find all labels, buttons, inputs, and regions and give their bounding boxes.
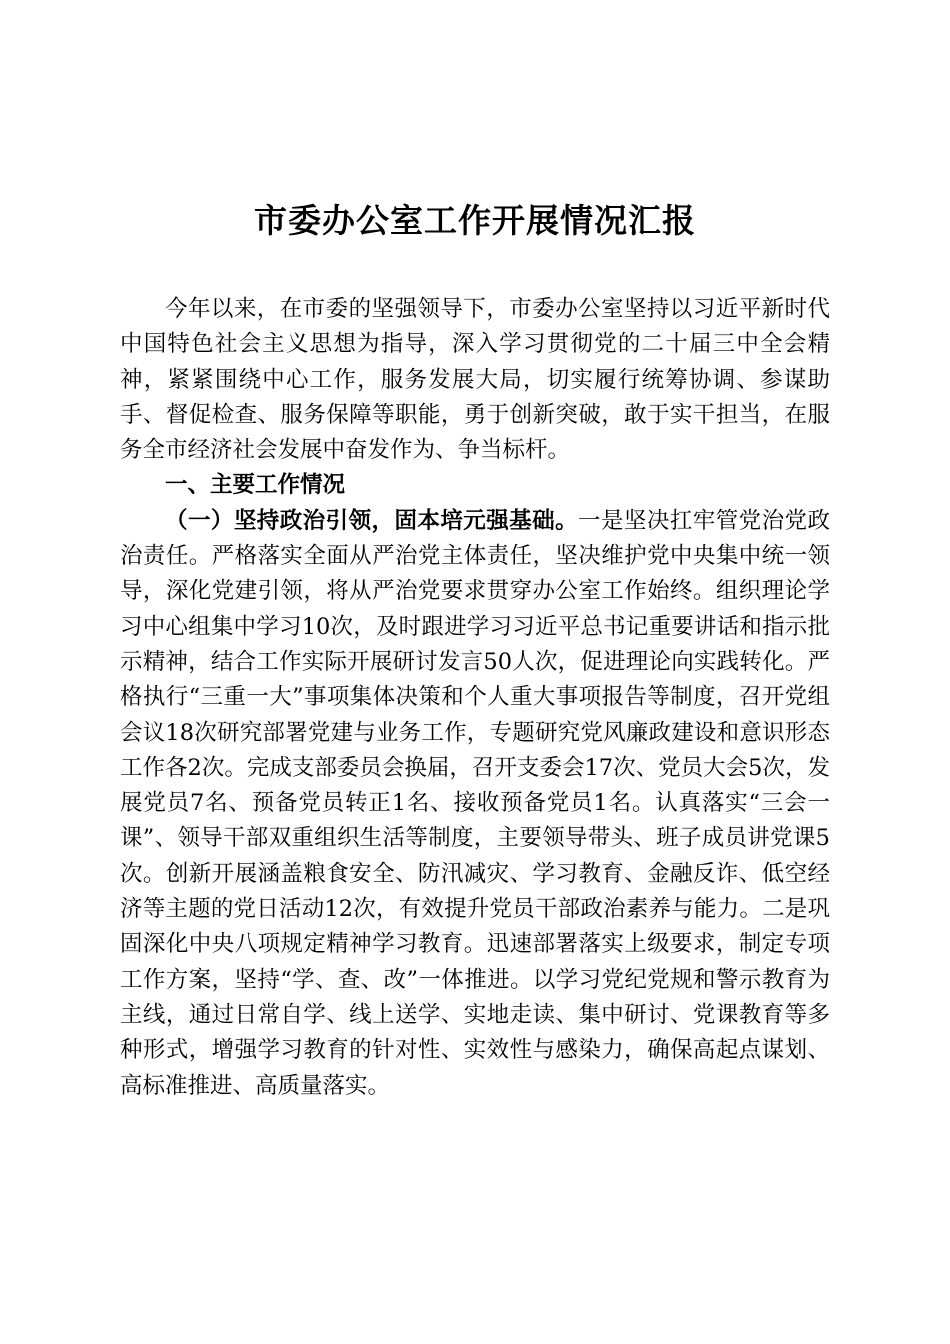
document-title: 市委办公室工作开展情况汇报 — [254, 201, 696, 240]
document-body — [120, 292, 830, 1104]
subsection-paragraph — [120, 504, 830, 1104]
subsection-body: 一是坚决扛牢管党治党政治责任。严格落实全面从严治党主体责任，坚决维护党中央集中统一领导，深化党建引领，将从严治党要求贯穿办公室工作始终。组织理论学习中心组集中学习10次，及时跟进学习习近平总书记重要讲话和指示批示精神，结合工作实际开展研讨发言50人次，促进理论向实践转化。严格执行“三重一大”事项集体决策和个人重大事项报告等制度，召开党组会议18次研究部署党建与业务工作，专题研究党风廉政建设和意识形态工作各2次。完成支部委员会换届，召开支委会17次、党员大会5次，发展党员7名、预备党员转正1名、接收预备党员1名。认真落实“三会一课”、领导干部双重组织生活等制度，主要领导带头、班子成员讲党课5次。创新开展涵盖粮食安全、防汛减灾、学习教育、金融反诈、低空经济等主题的党日活动12次，有效提升党员干部政治素养与能力。二是巩固深化中央八项规定精神学习教育。迅速部署落实上级要求，制定专项工作方案，坚持“学、查、改”一体推进。以学习党纪党规和警示教育为主线，通过日常自学、线上送学、实地走读、集中研讨、党课教育等多种形式，增强学习教育的针对性、实效性与感染力，确保高起点谋划、高标准推进、高质量落实。 — [120, 507, 830, 1099]
section-heading: 一、主要工作情况 — [165, 472, 346, 499]
intro-paragraph: 今年以来，在市委的坚强领导下，市委办公室坚持以习近平新时代中国特色社会主义思想为指导，深入学习贯彻党的二十届三中全会精神，紧紧围绕中心工作，服务发展大局，切实履行统筹协调、参谋助手、督促检查、服务保障等职能，勇于创新突破，敢于实干担当，在服务全市经济社会发展中奋发作为、争当标杆。 — [120, 296, 830, 464]
subsection-heading: （一）坚持政治引领，固本培元强基础。 — [165, 507, 579, 534]
